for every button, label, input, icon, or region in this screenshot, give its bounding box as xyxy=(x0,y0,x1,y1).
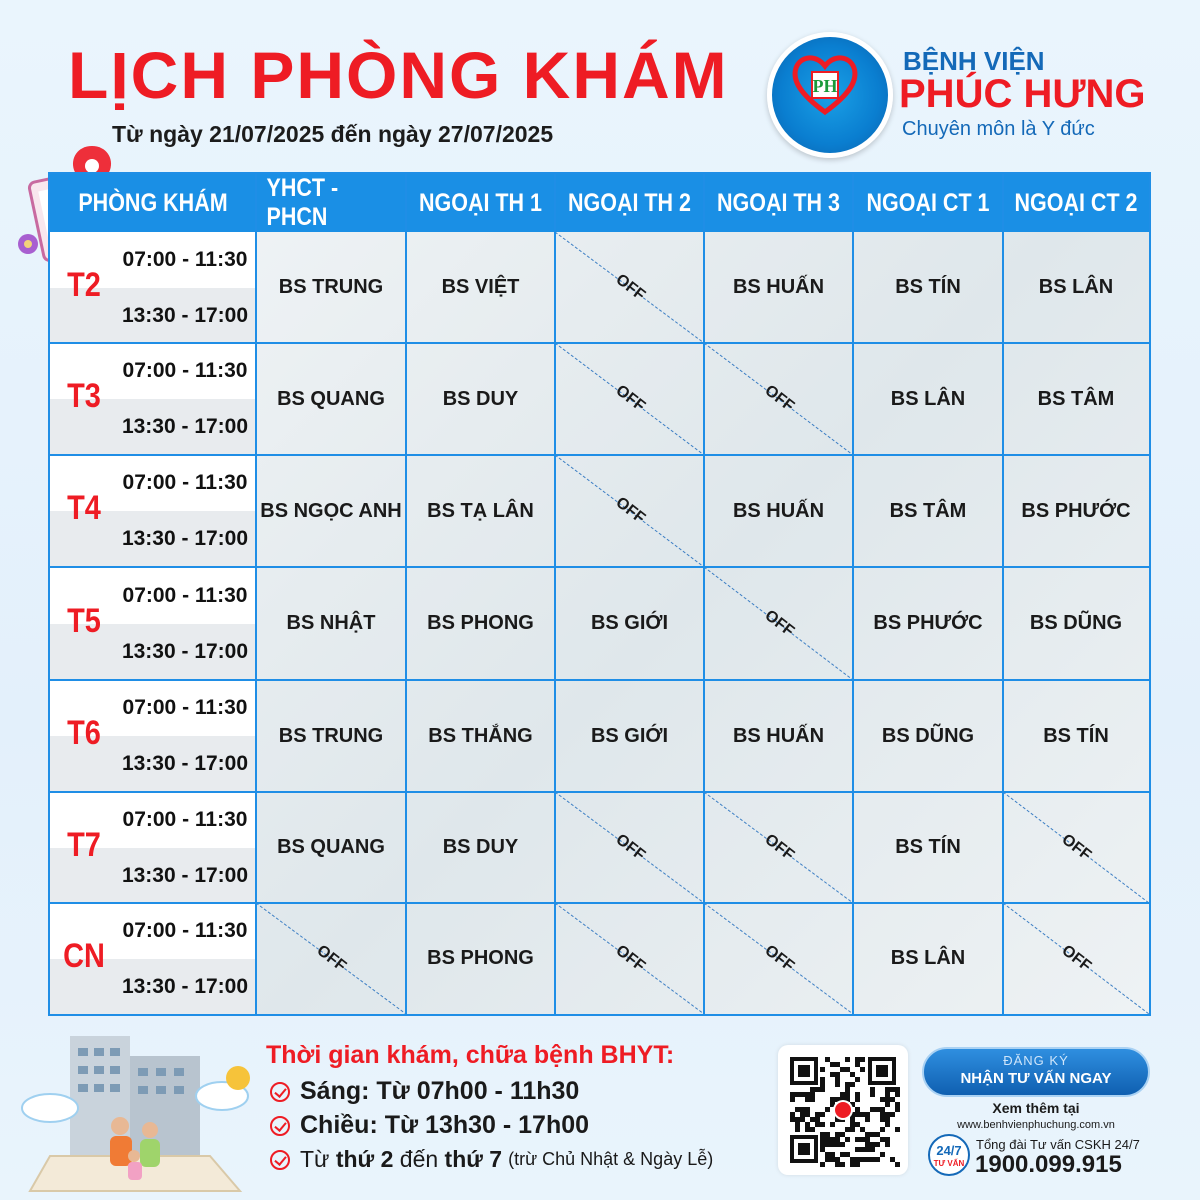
off-label: OFF xyxy=(611,830,648,864)
afternoon-time: 13:30 - 17:00 xyxy=(121,527,249,550)
off-label: OFF xyxy=(611,941,648,975)
badge-top: 24/7 xyxy=(936,1143,962,1158)
bhyt-morning-label: Sáng: xyxy=(300,1077,370,1105)
brand-tagline: Chuyên môn là Y đức xyxy=(902,118,1095,140)
doctor-cell: BS NGỌC ANH xyxy=(260,499,402,522)
day-label: T6 xyxy=(67,714,101,752)
bhyt-title: Thời gian khám, chữa bệnh BHYT: xyxy=(266,1041,675,1069)
doctor-cell: BS DUY xyxy=(442,387,519,410)
grid-hline xyxy=(50,791,1149,793)
grid-hline xyxy=(50,342,1149,344)
doctor-cell: BS TẠ LÂN xyxy=(427,499,534,522)
afternoon-time: 13:30 - 17:00 xyxy=(121,304,249,327)
morning-time: 07:00 - 11:30 xyxy=(122,696,248,719)
grid-vline xyxy=(405,174,407,1014)
doctor-cell: BS QUANG xyxy=(277,387,385,410)
day-label: T3 xyxy=(67,377,101,415)
doctor-cell: BS THẮNG xyxy=(428,724,533,747)
off-label: OFF xyxy=(611,382,648,416)
hotline-number[interactable]: 1900.099.915 xyxy=(975,1151,1122,1178)
doctor-cell: BS TÍN xyxy=(1043,724,1109,747)
bhyt-afternoon-value: Từ 13h30 - 17h00 xyxy=(384,1111,590,1139)
schedule-table xyxy=(48,172,1151,1016)
doctor-cell: BS HUẤN xyxy=(732,724,825,747)
qr-code[interactable] xyxy=(778,1045,908,1175)
doctor-cell: BS VIỆT xyxy=(441,276,520,298)
date-range: Từ ngày 21/07/2025 đến ngày 27/07/2025 xyxy=(112,121,554,147)
doctor-cell: BS LÂN xyxy=(1038,276,1114,298)
off-cell xyxy=(256,903,406,1014)
doctor-cell: BS GIỚI xyxy=(590,612,669,634)
doctor-cell: BS TÂM xyxy=(889,499,967,522)
afternoon-time: 13:30 - 17:00 xyxy=(121,975,249,998)
day-label: T7 xyxy=(67,826,101,864)
bhyt-days-from: thứ 2 xyxy=(335,1146,394,1172)
bhyt-days-to: thứ 7 xyxy=(444,1146,503,1172)
morning-time: 07:00 - 11:30 xyxy=(122,248,248,271)
off-label: OFF xyxy=(760,382,797,416)
hospital-building-illustration xyxy=(10,1026,260,1196)
day-label: T4 xyxy=(67,489,101,527)
afternoon-time: 13:30 - 17:00 xyxy=(121,415,249,438)
register-consult-button[interactable] xyxy=(922,1047,1150,1097)
off-cell xyxy=(555,343,704,455)
off-label: OFF xyxy=(760,941,797,975)
doctor-cell: BS TÍN xyxy=(895,276,961,298)
off-cell xyxy=(555,232,704,343)
doctor-cell: BS LÂN xyxy=(890,947,966,969)
grid-vline xyxy=(852,174,854,1014)
doctor-cell: BS PHƯỚC xyxy=(873,612,983,634)
bhyt-days-prefix: Từ xyxy=(300,1146,330,1172)
grid-vline xyxy=(703,174,705,1014)
off-label: OFF xyxy=(760,830,797,864)
doctor-cell: BS PHONG xyxy=(427,612,534,634)
page-title: LỊCH PHÒNG KHÁM xyxy=(68,38,729,112)
doctor-cell: BS NHẬT xyxy=(286,612,376,634)
header-cell: NGOẠI CT 1 xyxy=(866,188,990,217)
off-cell xyxy=(555,455,704,567)
off-cell xyxy=(704,567,853,680)
bhyt-morning xyxy=(270,1077,579,1106)
bhyt-afternoon xyxy=(270,1111,589,1140)
doctor-cell: BS HUẤN xyxy=(732,276,825,298)
off-label: OFF xyxy=(611,270,648,304)
doctor-cell: BS TRUNG xyxy=(278,276,384,298)
header-cell: NGOẠI CT 2 xyxy=(1014,188,1138,217)
morning-time: 07:00 - 11:30 xyxy=(122,359,248,382)
off-cell xyxy=(555,792,704,903)
grid-vline xyxy=(255,174,257,1014)
doctor-cell: BS QUANG xyxy=(277,836,385,858)
off-label: OFF xyxy=(1058,941,1095,975)
qr-code-icon xyxy=(778,1045,908,1175)
day-label: T2 xyxy=(67,266,101,304)
grid-vline xyxy=(554,174,556,1014)
doctor-cell: BS DUY xyxy=(442,836,519,858)
off-label: OFF xyxy=(1058,830,1095,864)
header-cell: NGOẠI TH 1 xyxy=(418,188,543,217)
day-label: CN xyxy=(63,937,105,975)
off-cell xyxy=(704,792,853,903)
check-circle-icon xyxy=(270,1150,290,1170)
morning-time: 07:00 - 11:30 xyxy=(122,471,248,494)
doctor-cell: BS DŨNG xyxy=(881,724,975,747)
grid-hline xyxy=(50,566,1149,568)
brand-name: PHÚC HƯNG xyxy=(899,72,1146,116)
doctor-cell: BS PHONG xyxy=(427,947,534,969)
morning-time: 07:00 - 11:30 xyxy=(122,919,248,942)
header-cell: NGOẠI TH 2 xyxy=(567,188,692,217)
doctor-cell: BS GIỚI xyxy=(590,724,669,747)
off-cell xyxy=(1003,903,1149,1014)
bhyt-days-note: (trừ Chủ Nhật & Ngày Lễ) xyxy=(508,1149,714,1169)
svg-text:PH: PH xyxy=(812,76,838,96)
bhyt-morning-value: Từ 07h00 - 11h30 xyxy=(376,1077,580,1105)
doctor-cell: BS HUẤN xyxy=(732,499,825,522)
doctor-cell: BS DŨNG xyxy=(1029,612,1123,634)
doctor-cell: BS TRUNG xyxy=(278,724,384,747)
off-cell xyxy=(704,903,853,1014)
doctor-cell: BS PHƯỚC xyxy=(1021,499,1131,522)
website-link[interactable]: www.benhvienphuchung.com.vn xyxy=(957,1119,1115,1131)
bhyt-afternoon-label: Chiều: xyxy=(300,1111,378,1139)
grid-hline xyxy=(50,679,1149,681)
afternoon-time: 13:30 - 17:00 xyxy=(121,640,249,663)
register-line2: NHẬN TƯ VẤN NGAY xyxy=(960,1070,1112,1087)
off-label: OFF xyxy=(313,941,350,975)
see-more-label: Xem thêm tại xyxy=(992,1100,1080,1116)
badge-bottom: TƯ VẤN xyxy=(933,1159,965,1168)
afternoon-time: 13:30 - 17:00 xyxy=(121,752,249,775)
hotline-label: Tổng đài Tư vấn CSKH 24/7 xyxy=(976,1137,1140,1152)
off-label: OFF xyxy=(760,606,797,640)
register-line1: ĐĂNG KÝ xyxy=(1003,1053,1069,1068)
grid-vline xyxy=(1002,174,1004,1014)
heart-logo-icon xyxy=(790,50,860,120)
doctor-cell: BS TÂM xyxy=(1037,387,1115,410)
off-cell xyxy=(555,903,704,1014)
off-label: OFF xyxy=(611,494,648,528)
doctor-cell: BS TÍN xyxy=(895,836,961,858)
header-cell: NGOẠI TH 3 xyxy=(716,188,841,217)
off-cell xyxy=(1003,792,1149,903)
doctor-cell: BS LÂN xyxy=(890,387,966,410)
afternoon-time: 13:30 - 17:00 xyxy=(121,864,249,887)
brand-line1: BỆNH VIỆN xyxy=(903,46,1045,76)
check-circle-icon xyxy=(270,1082,290,1102)
header-cell: PHÒNG KHÁM xyxy=(78,188,228,217)
day-label: T5 xyxy=(67,602,101,640)
off-cell xyxy=(704,343,853,455)
morning-time: 07:00 - 11:30 xyxy=(122,808,248,831)
bhyt-days xyxy=(270,1146,713,1173)
morning-time: 07:00 - 11:30 xyxy=(122,584,248,607)
bhyt-days-mid: đến xyxy=(399,1146,439,1172)
grid-hline xyxy=(50,902,1149,904)
grid-hline xyxy=(50,454,1149,456)
header-cell: YHCT - PHCN xyxy=(266,174,339,231)
support-24-7-icon xyxy=(928,1134,970,1176)
check-circle-icon xyxy=(270,1116,290,1136)
